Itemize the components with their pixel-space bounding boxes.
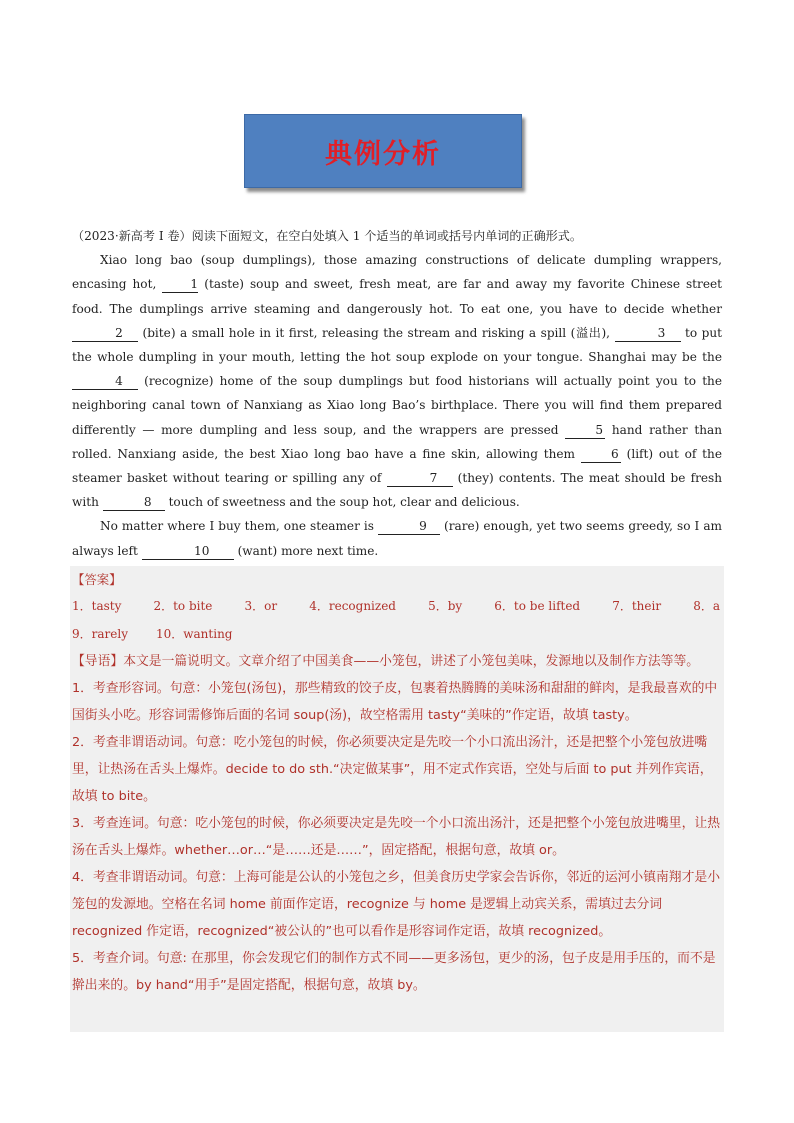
answer-item: 4．recognized xyxy=(309,599,396,613)
explanation-item: 2．考查非谓语动词。句意：吃小笼包的时候，你必须要决定是先咬一个小口流出汤汁，还是把整个小笼包放进嘴里，让热汤在舌头上爆炸。decide to do sth.“决定做某事”，用不定式作宾语，空处与后面 to put 并列作宾语，故填 to bite。 xyxy=(72,735,713,804)
answer-blank-8[interactable]: 8 xyxy=(103,495,165,511)
passage-text: (lift) out of the steamer basket without tearing or spilling any of xyxy=(72,446,722,486)
answer-blank-10[interactable]: 10 xyxy=(142,544,234,560)
answer-item: 9．rarely xyxy=(72,627,128,641)
passage-text: (taste) soup and sweet, fresh meat, are far and away my favorite Chinese street food. The dumplings arrive steaming and dangerously hot. To eat one, you have to decide whether xyxy=(72,277,722,316)
guide-tag: 【导语】 xyxy=(72,654,124,669)
explanation-item: 5．考查介词。句意: 在那里，你会发现它们的制作方式不同——更多汤包，更少的汤，包子皮是用手压的，而不是擀出来的。by hand“用手”是固定搭配，根据句意，故填 by。 xyxy=(72,951,716,993)
passage-intro: （2023·新高考 I 卷）阅读下面短文，在空白处填入 1 个适当的单词或括号内单词的正确形式。 xyxy=(72,229,582,243)
passage-text: (bite) a small hole in it first, releasing the stream and risking a spill (溢出), xyxy=(138,325,615,340)
passage-text: hand rather than rolled. Nanxiang aside, the best Xiao long bao have a fine skin, allowing them xyxy=(72,422,722,461)
passage-paragraph-1 xyxy=(72,248,722,514)
answer-item: 7．their xyxy=(612,599,662,613)
answer-item: 3．or xyxy=(244,599,278,613)
explanation-list xyxy=(72,675,722,999)
answer-blank-3[interactable]: 3 xyxy=(615,326,681,342)
explanation-item: 1．考查形容词。句意：小笼包(汤包)，那些精致的饺子皮，包裹着热腾腾的美味汤和甜甜的鲜肉，是我最喜欢的中国街头小吃。形容词需修饰后面的名词 soup(汤)，故空格需用 tasty“美味的”作定语，故填 tasty。 xyxy=(72,681,718,723)
passage-text: (want) more next time. xyxy=(233,543,379,558)
answer-tag: 【答案】 xyxy=(72,572,122,587)
passage-text: (they) contents. The meat should be fresh with xyxy=(72,471,723,510)
passage-text: (rare) enough, yet two seems greedy, so I am always left xyxy=(72,519,723,558)
answer-item: 5．by xyxy=(428,599,463,613)
answer-item: 10．wanting xyxy=(155,627,233,641)
answer-blank-6[interactable]: 6 xyxy=(581,447,621,463)
passage-paragraph-2 xyxy=(72,514,722,562)
answer-item: 1．tasty xyxy=(72,599,122,613)
explanation-item: 3．考查连词。句意：吃小笼包的时候，你必须要决定是先咬一个小口流出汤汁，还是把整个小笼包放进嘴里，让热汤在舌头上爆炸。whether…or…“是……还是……”，固定搭配，根据句意，故填 or。 xyxy=(72,816,720,858)
answer-blank-2[interactable]: 2 xyxy=(72,326,138,342)
answer-row-1 xyxy=(72,593,722,620)
answer-blank-1[interactable]: 1 xyxy=(162,277,198,293)
passage-text: to put the whole dumpling in your mouth, letting the hot soup explode on your tongue. Shanghai may be the xyxy=(72,325,722,365)
answer-blank-9[interactable]: 9 xyxy=(378,519,440,535)
section-title-banner xyxy=(244,114,522,188)
passage-text: Xiao long bao (soup dumplings), those amazing constructions of delicate dumpling wrappers, encasing hot, xyxy=(72,253,722,292)
passage-text: No matter where I buy them, one steamer is xyxy=(100,519,378,534)
answer-section xyxy=(70,566,724,1032)
answer-blank-5[interactable]: 5 xyxy=(565,423,605,439)
guide-text: 本文是一篇说明文。文章介绍了中国美食——小笼包，讲述了小笼包美味，发源地以及制作方法等等。 xyxy=(123,654,700,669)
section-title: 典例分析 xyxy=(325,138,441,170)
passage-text: touch of sweetness and the soup hot, clear and delicious. xyxy=(164,495,520,510)
answer-item: 6．to be lifted xyxy=(494,599,581,613)
answer-row-2 xyxy=(72,620,722,648)
answer-blank-7[interactable]: 7 xyxy=(387,471,453,487)
passage-text: (recognize) home of the soup dumplings but food historians will actually point you to the neighboring canal town of Nanxiang as Xiao long Bao’s birthplace. There you will find them prepared differently — more dumpling and less soup, and the wrappers are pressed xyxy=(72,374,722,437)
answer-item: 8．a xyxy=(693,599,720,613)
answer-blank-4[interactable]: 4 xyxy=(72,374,138,390)
reading-passage xyxy=(72,224,722,563)
answer-item: 2．to bite xyxy=(153,599,213,613)
explanation-item: 4．考查非谓语动词。句意：上海可能是公认的小笼包之乡，但美食历史学家会告诉你，邻近的运河小镇南翔才是小笼包的发源地。空格在名词 home 前面作定语，recognize 与 home 是逻辑上动宾关系，需填过去分词 recognized 作定语，recognized“被公认的”也可以看作是形容词作定语，故填 recognized。 xyxy=(72,870,720,939)
